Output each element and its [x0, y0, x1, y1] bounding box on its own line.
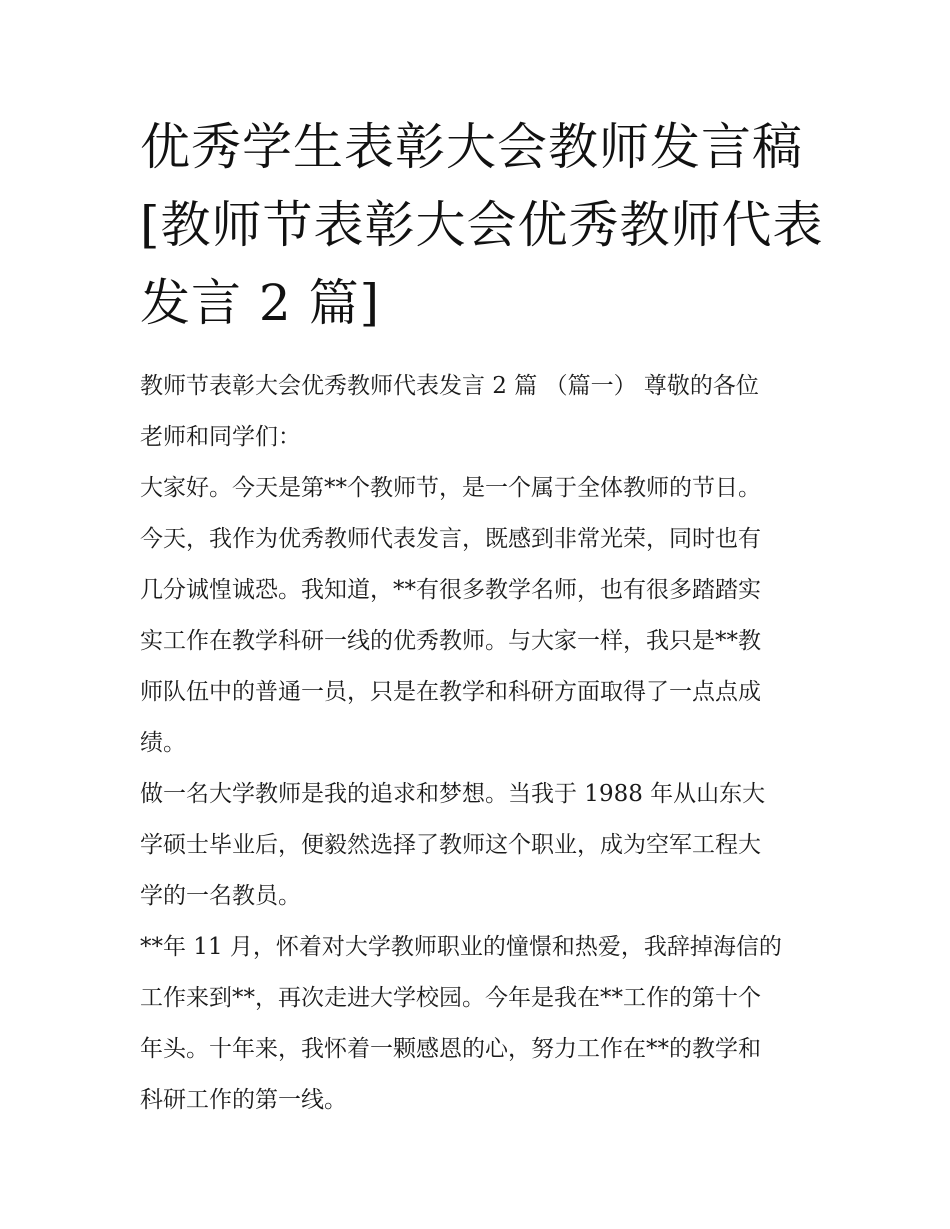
text-line: **年 11 月，怀着对大学教师职业的憧憬和热爱，我辞掉海信的 [140, 934, 782, 960]
title-line: [教师节表彰大会优秀教师代表 [140, 196, 824, 254]
text-line: 绩。 [140, 730, 186, 756]
text-line: 学的一名教员。 [140, 883, 301, 909]
text-line: 几分诚惶诚恐。我知道，**有很多教学名师，也有很多踏踏实 [140, 577, 761, 603]
text-line: 学硕士毕业后，便毅然选择了教师这个职业，成为空军工程大 [140, 832, 761, 858]
text-line: 大家好。今天是第**个教师节，是一个属于全体教师的节日。 [140, 475, 761, 501]
paragraph-intro [140, 361, 812, 463]
title-line: 优秀学生表彰大会教师发言稿 [140, 118, 803, 176]
document-body [140, 361, 812, 1126]
text-line: 老师和同学们： [140, 424, 301, 450]
text-line: 今天，我作为优秀教师代表发言，既感到非常光荣，同时也有 [140, 526, 761, 552]
text-line: 年头。十年来，我怀着一颗感恩的心，努力工作在**的教学和 [140, 1036, 761, 1062]
paragraph-career [140, 922, 812, 1126]
title-line: 发言 2 篇] [140, 274, 381, 332]
text-line: 科研工作的第一线。 [140, 1087, 347, 1113]
text-line: 工作来到**，再次走进大学校园。今年是我在**工作的第十个 [140, 985, 761, 1011]
paragraph-greeting [140, 463, 812, 769]
paragraph-dream [140, 769, 812, 922]
text-line: 教师节表彰大会优秀教师代表发言 2 篇 （篇一） 尊敬的各位 [140, 373, 759, 399]
text-line: 师队伍中的普通一员，只是在教学和科研方面取得了一点点成 [140, 679, 761, 705]
document-title [140, 108, 824, 342]
text-line: 实工作在教学科研一线的优秀教师。与大家一样，我只是**教 [140, 628, 761, 654]
text-line: 做一名大学教师是我的追求和梦想。当我于 1988 年从山东大 [140, 781, 766, 807]
document-page [140, 108, 824, 1126]
